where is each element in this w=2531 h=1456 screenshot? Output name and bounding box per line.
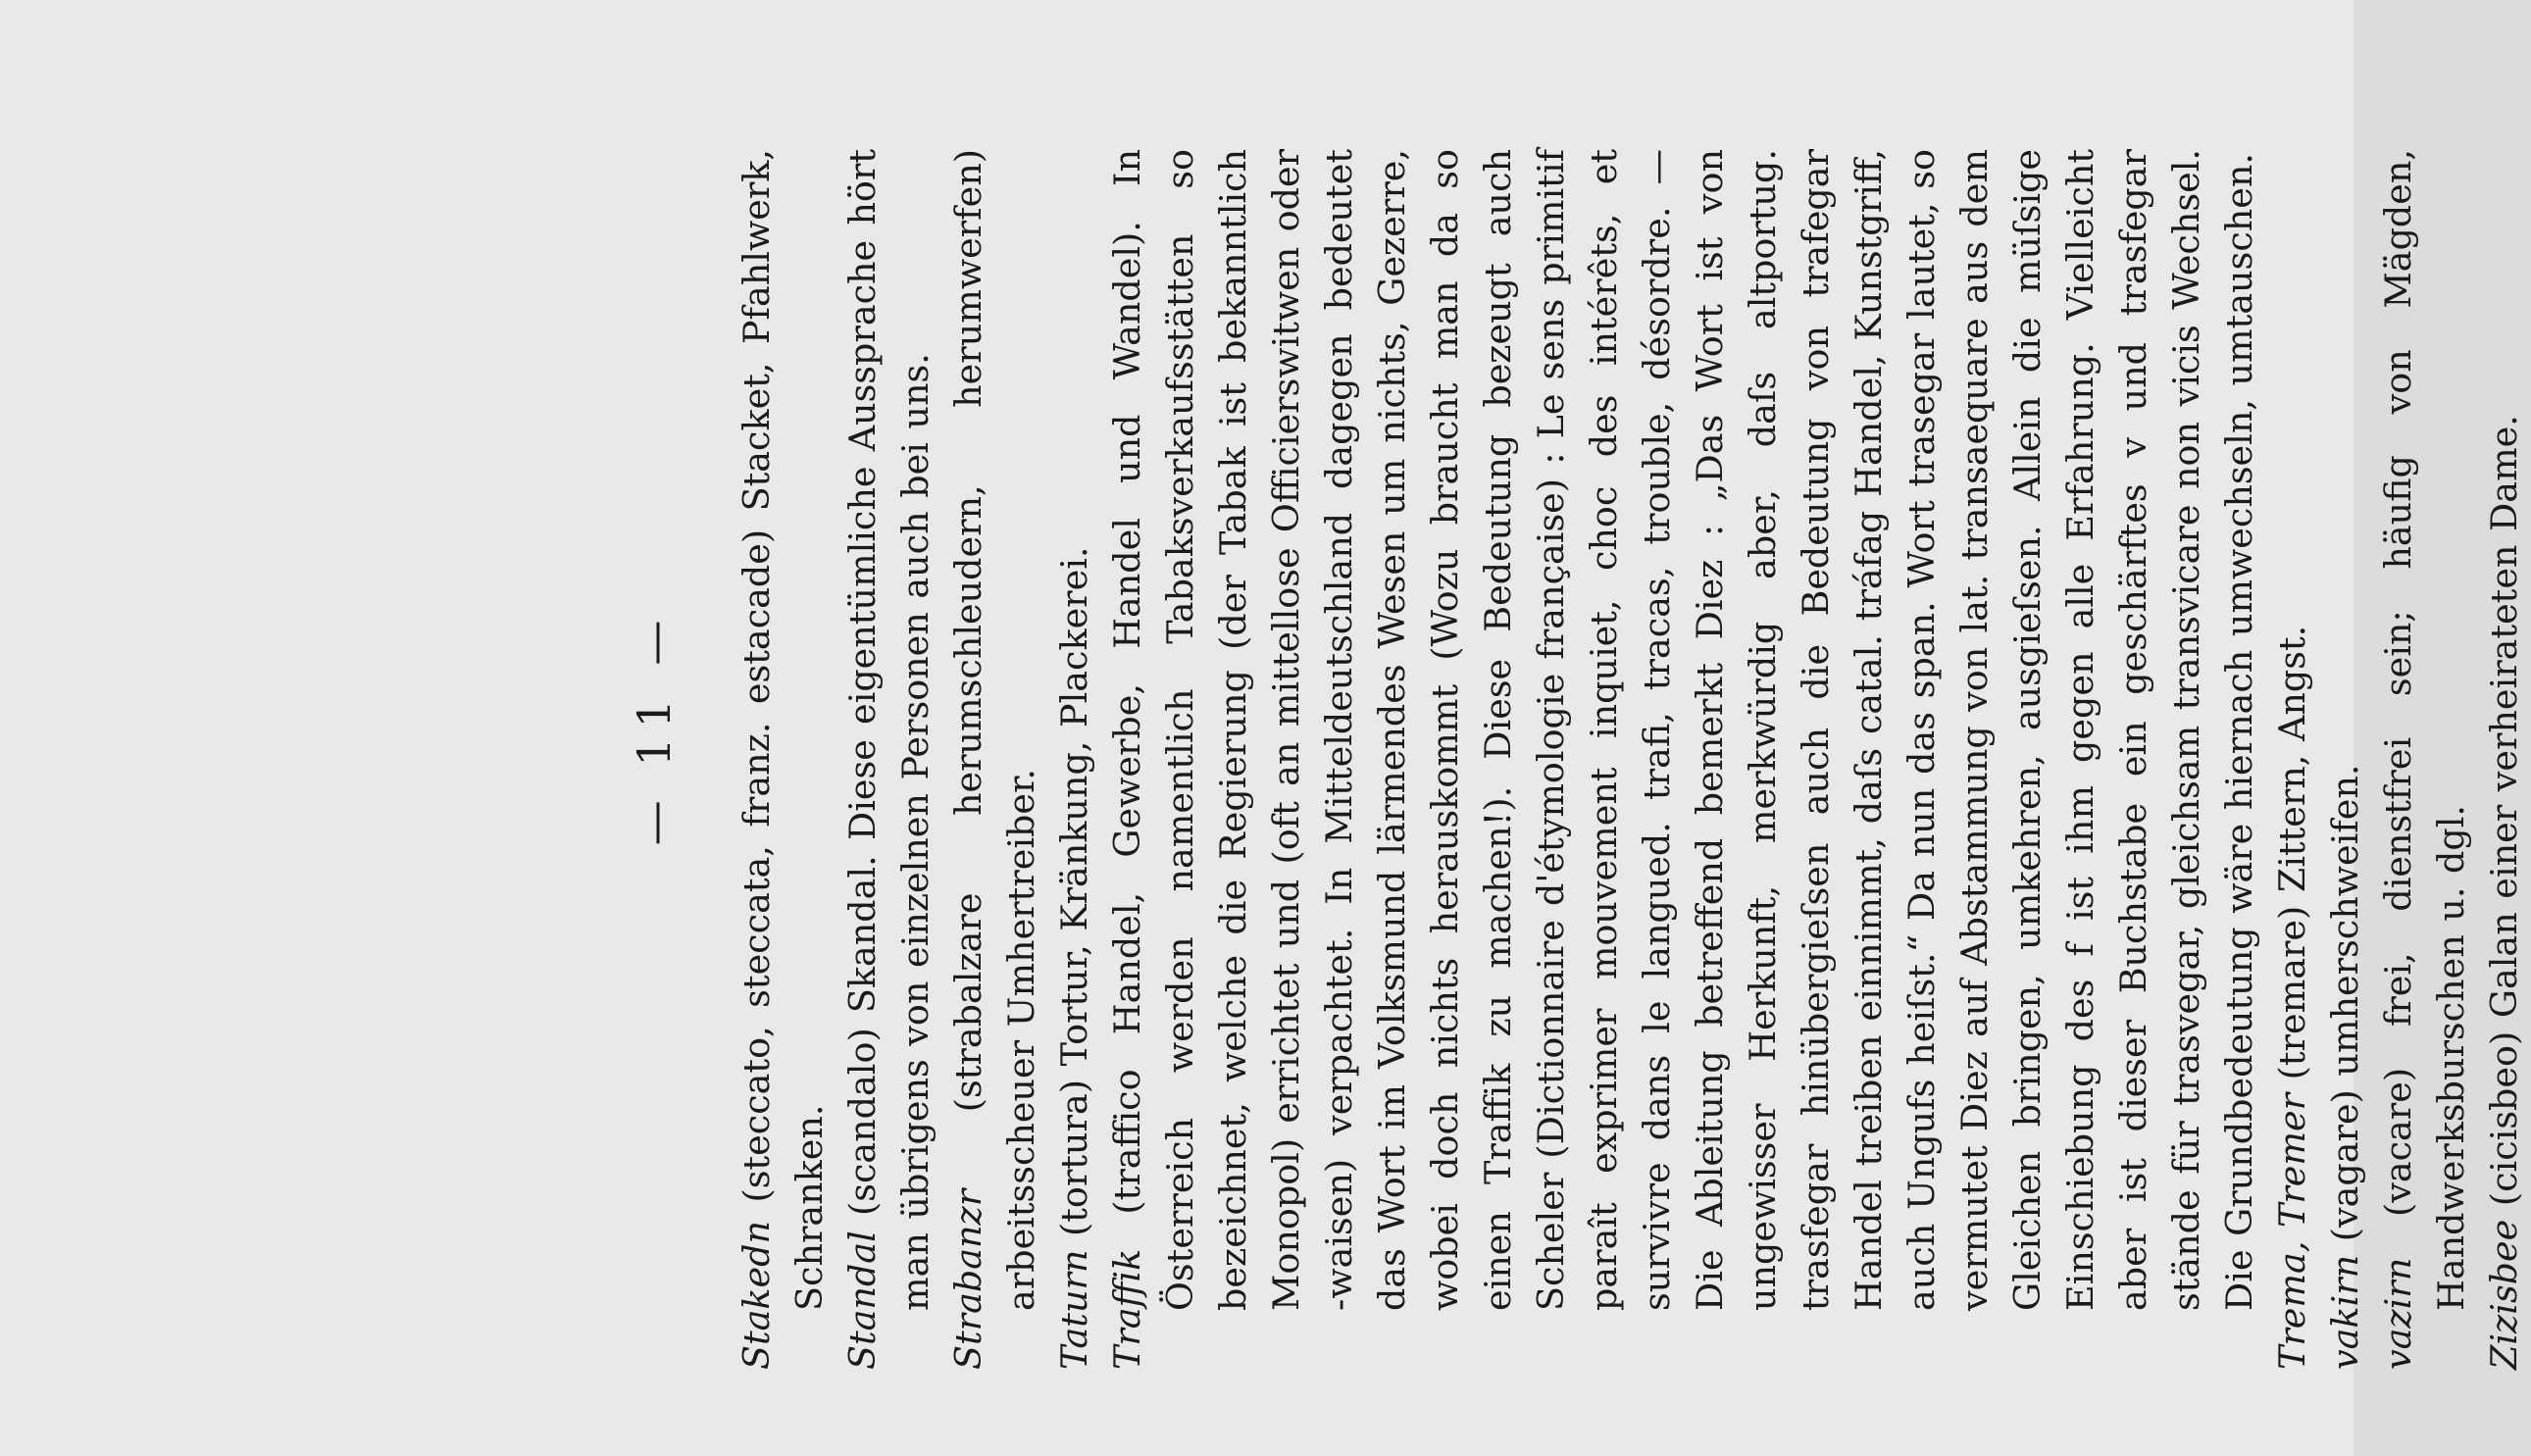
- entry-definition: (traffico Handel, Gewerbe, Handel und Wandel). In Österreich werden namentlich Tabaksverkaufsstätten so bezeichnet, welche die Regierung (der Tabak ist bekanntlich Monopol) errichtet und (oft an mittellose Officierswitwen oder -waisen) verpachtet. In Mitteldeutschland dagegen bedeutet das Wort im Volksmund lärmendes Wesen um nichts, Gezerre, wobei doch nichts herauskommt (Wozu braucht man da so einen Traffik zu machen!). Diese Bedeutung bezeugt auch Scheler (Dictionnaire d'étymologie française) : Le sens primitif paraît exprimer mouvement inquiet, choc des intérêts, et survivre dans le langued. trafi, tracas, trouble, désordre. — Die Ableitung betreffend bemerkt Diez : „Das Wort ist von ungewisser Herkunft, merkwürdig aber, daſs altportug. trasfegar hinübergieſsen auch die Bedeutung von trafegar Handel treiben einnimmt, daſs catal. tráfag Handel, Kunstgriff, auch Ungufs heiſst.“ Da nun das span. Wort trasegar lautet, so vermutet Diez auf Abstammung von lat. transaequare aus dem Gleichen bringen, umkehren, ausgieſsen. Allein die müſsige Einschiebung des f ist ihm gegen alle Erfahrung. Vielleicht aber ist dieser Buchstabe ein geschärftes v und trasfegar stände für trasvegar, gleichsam transvicare non vicis Wechsel. Die Grundbedeutung wäre hiernach umwechseln, umtauschen.: [1106, 149, 2260, 1311]
- entry-headword: Taturn: [1053, 1249, 1095, 1370]
- dictionary-entry-strabanzr: [942, 149, 1048, 1370]
- dictionary-text-block: [731, 149, 2531, 1370]
- entry-definition: (steccato, steccata, franz. estacade) Stacket, Pfahlwerk, Schranken.: [735, 149, 831, 1311]
- entry-definition: (vacare) frei, dienstfrei sein; häufig von Mägden, Handwerksburschen u. dgl.: [2377, 148, 2472, 1311]
- entry-headword: Strabanzr: [947, 1188, 989, 1370]
- dictionary-entry-vazirn: [2372, 149, 2478, 1370]
- entry-definition: (tortura) Tortur, Kränkung, Plackerei.: [1053, 546, 1095, 1236]
- entry-definition: (vagare) umherschweifen.: [2324, 764, 2366, 1242]
- dictionary-entry-stakedn: [731, 149, 836, 1370]
- entry-headword: vakirn: [2324, 1254, 2366, 1370]
- dictionary-entry-zizisbee: [2478, 149, 2531, 1370]
- entry-headword: vazirn: [2377, 1257, 2419, 1370]
- entry-definition: (scandalo) Skandal. Diese eigentümliche Aussprache hört man übrigens von einzelnen Personen auch bei uns.: [841, 149, 936, 1311]
- dictionary-entry-traffik: [1101, 149, 2266, 1370]
- entry-headword: Stakedn: [735, 1220, 778, 1370]
- entry-headword: Standal: [841, 1230, 884, 1370]
- entry-definition: (tremare) Zittern, Angst.: [2271, 625, 2313, 1080]
- entry-definition: (cicisbeo) Galan einer verheirateten Dame.: [2483, 415, 2525, 1207]
- page-number: — 11 —: [628, 610, 681, 846]
- dictionary-entry-standal: [836, 149, 942, 1370]
- entry-headword: Zizisbee: [2483, 1219, 2525, 1370]
- entry-headword: Trema, Tremer: [2271, 1092, 2313, 1370]
- dictionary-entry-vakirn: [2319, 149, 2372, 1370]
- dictionary-entry-taturn: [1048, 149, 1101, 1370]
- entry-definition: (strabalzare herumschleudern, herumwerfen) arbeitsscheuer Umhertreiber.: [947, 149, 1042, 1311]
- entry-headword: Traffik: [1106, 1248, 1148, 1370]
- dictionary-entry-trema: [2266, 149, 2319, 1370]
